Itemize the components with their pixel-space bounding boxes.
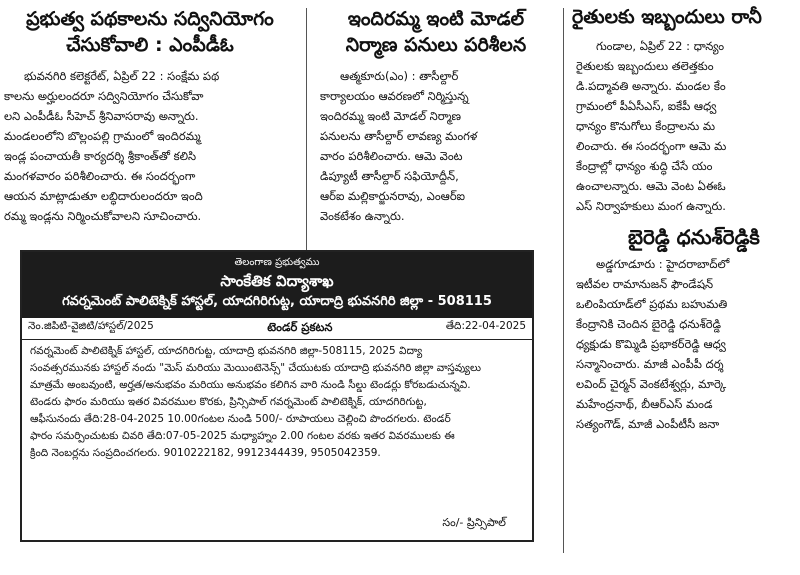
- tender-line: టెండరు ఫారం మరియు ఇతర వివరముల కొరకు, ప్రిన్సిపాల్ గవర్నమెంట్ పాలిటెక్నిక్, యాదగిరిగుట్ట,: [30, 396, 427, 408]
- body-line: గుండాల, ఏప్రిల్ 22 : ధాన్యం: [596, 39, 725, 53]
- signature: సం/- ప్రిన్సిపాల్: [442, 516, 506, 529]
- tender-line: గవర్నమెంట్ పాలిటెక్నిక్ హాస్టల్, యాదగిరిగుట్ట, యాదాద్రి భువనగిరి జిల్లా-508115, 2025 విద్యా: [30, 345, 423, 357]
- article-body: [316, 66, 556, 226]
- tender-line: ఆఫీసునందు తేది:28-04-2025 10.00గంటల నుండి 500/- రూపాయలు చెల్లించి పొందగలరు. టెండర్: [30, 413, 451, 425]
- body-line: సన్మానించారు. మాజీ ఎంపీపీ దర్శ: [576, 357, 724, 371]
- article-award: [572, 224, 800, 434]
- headline-line-2: నిర్మాణ పనులు పరిశీలన: [345, 34, 527, 56]
- article-scheme-utilization: [0, 0, 300, 226]
- department-name: సాంకేతిక విద్యాశాఖ: [220, 272, 334, 290]
- body-line: లించారు. ఈ సందర్భంగా ఆమె మ: [576, 139, 727, 153]
- body-line: సత్యంగౌడ్, మాజీ ఎంపీటీసీ జనా: [576, 417, 720, 431]
- body-line: మంగళవారం పరిశీలించారు. ఈ సందర్భంగా: [4, 169, 196, 183]
- body-line: కాలను అర్హులందరూ సద్వినియోగం చేసుకోవా: [4, 89, 204, 103]
- headline-line-2: చేసుకోవాలి : ఎంపీడీఓ: [66, 34, 234, 56]
- body-line: వెంకటేశం ఉన్నారు.: [320, 209, 405, 223]
- column-divider: [563, 8, 564, 553]
- body-line: మండలంలోని బొల్లంపల్లి గ్రామంలో ఇందిరమ్మ: [4, 129, 201, 143]
- reference-number: నెం.జిపిటి-వైజిటి/హాస్టల్/2025: [28, 320, 154, 332]
- body-line: రైతులకు ఇబ్బందులు తలెత్తకుం: [576, 59, 714, 73]
- article-body: [572, 254, 800, 434]
- tender-line: మాత్రమే అంబవుంటి, అర్హత/అనుభవం మరియు అనుభవం కలిగిన వారి నుండి సీల్డు టెండర్లు కోరబడుచున్నవి.: [30, 379, 471, 391]
- headline: బైరెడ్డి ధనుశ్‌రెడ్డికి: [628, 225, 760, 249]
- body-line: ధాన్యం కొనుగోలు కేంద్రాలను మ: [576, 119, 716, 133]
- body-line: లని ఎంపీడీఓ సీహెచ్ శ్రీనివాసరావు అన్నారు.: [4, 109, 199, 123]
- article-body: [0, 66, 300, 226]
- tender-meta: [22, 318, 532, 340]
- body-line: అడ్డగూడూరు : హైదరాబాద్‌లో: [596, 257, 730, 271]
- tender-title: టెండర్ ప్రకటన: [267, 320, 333, 334]
- tender-body: [22, 340, 532, 462]
- institution-name: గవర్నమెంట్ పాలిటెక్నిక్ హాస్టల్, యాదగిరిగుట్ట, యాదాద్రి భువనగిరి జిల్లా - 508115: [62, 294, 492, 309]
- body-line: ఒలింపియాడ్‌లో ప్రథమ బహుమతి: [576, 297, 728, 311]
- article-housing-inspection: [316, 0, 556, 226]
- headline: రైతులకు ఇబ్బందులు రానీ: [572, 6, 762, 28]
- govt-name: తెలంగాణ ప్రభుత్వము: [234, 257, 320, 268]
- body-line: ఆయన మాట్లాడుతూ లబ్ధిదారులందరూ ఇంది: [4, 189, 203, 203]
- body-line: ఆత్మకూరు(ఎం) : తాసీల్దార్: [340, 69, 459, 83]
- body-line: పనులను తాసీల్దార్ లావణ్య మంగళ: [320, 129, 478, 143]
- body-line: డి.పద్మావతి అన్నారు. మండల కేం: [576, 79, 726, 93]
- body-line: కేంద్రాల్లో ధాన్యం శుద్ధి చేసే యం: [576, 159, 713, 173]
- body-line: వారం పరిశీలించారు. ఆమె వెంట: [320, 149, 463, 163]
- tender-header: [22, 252, 532, 318]
- tender-line: ఫారం సమర్పించుటకు చివరి తేది:07-05-2025 మధ్యాహ్నం 2.00 గంటల వరకు ఇతర వివరములకు ఈ: [30, 430, 455, 442]
- body-line: ఆర్ఐ మల్లికార్జునరావు, ఎంఆర్ఐ: [320, 189, 466, 203]
- headline-line-1: ప్రభుత్వ పథకాలను సద్వినియోగం: [26, 8, 274, 30]
- body-line: కార్యాలయం ఆవరణలో నిర్మిస్తున్న: [320, 89, 469, 103]
- body-line: డిప్యూటీ తాసీల్దార్ సఫియోద్దీన్,: [320, 169, 459, 183]
- article-farmers: [572, 4, 800, 216]
- tender-notice: [20, 250, 534, 542]
- article-body: [572, 36, 800, 216]
- body-line: లవింద్ చైర్మన్ వెంకటేశ్వర్లు, మార్కె: [576, 377, 727, 391]
- body-line: ఉంచాలన్నారు. ఆమె వెంట ఏఈఓ: [576, 179, 726, 193]
- tender-line: సంవత్సరమునకు హాస్టల్ నందు "మెస్ మరియు మెయింటెనెన్స్" చేయుటకు యాదాద్రి భువనగిరి జిల్లా వాస్తవ్యులు: [30, 362, 482, 374]
- right-column: [572, 0, 800, 575]
- tender-date: తేది:22-04-2025: [445, 320, 526, 332]
- tender-line: క్రింది నెంబర్లను సంప్రదించగలరు. 9010222182, 9912344439, 9505042359.: [30, 447, 381, 459]
- body-line: కేంద్రానికి చెందిన బైరెడ్డి ధనుశ్‌రెడ్డి: [576, 317, 722, 331]
- body-line: ఇందిరమ్మ ఇంటి మోడల్ నిర్మాణ: [320, 109, 461, 123]
- body-line: భువనగిరి కలెక్టరేట్, ఏప్రిల్ 22 : సంక్షేమ పథ: [24, 69, 220, 83]
- body-line: ఇండ్ల పంచాయతీ కార్యదర్శి శ్రీకాంత్‌తో కలిసి: [4, 149, 197, 163]
- body-line: గ్రామంలో పీఏసీఎస్, ఐకేపీ ఆధ్వ: [576, 99, 717, 113]
- body-line: రమ్మ ఇండ్లను నిర్మించుకోవాలని సూచించారు.: [4, 209, 202, 223]
- headline-line-1: ఇందిరమ్మ ఇంటి మోడల్: [347, 8, 525, 30]
- body-line: ఇటీవల రామానుజన్ ఫౌండేషన్: [576, 277, 714, 291]
- body-line: మహేంద్రనాథ్, బీఆర్ఎస్ మండ: [576, 397, 713, 411]
- body-line: ఎస్ నిర్వాహకులు మంగ ఉన్నారు.: [576, 199, 726, 213]
- body-line: ధ్యక్షుడు కొమ్మిడి ప్రభాకర్‌రెడ్డి ఆధ్వ: [576, 337, 726, 351]
- column-divider: [306, 8, 307, 250]
